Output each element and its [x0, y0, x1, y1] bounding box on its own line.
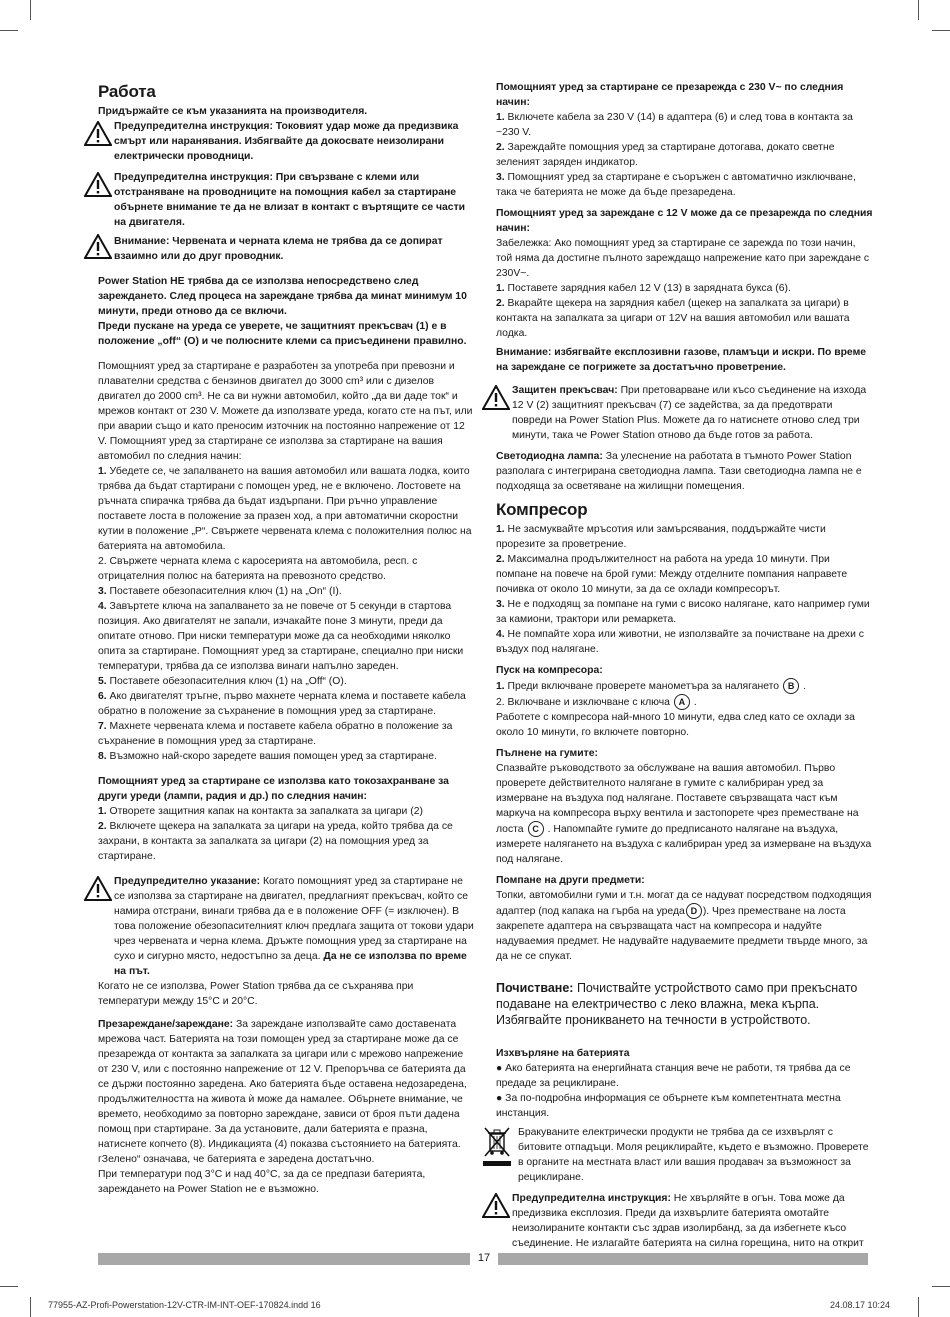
charge-230-heading: Помощният уред за стартиране се презарежда с 230 V~ по следния начин: — [496, 82, 844, 108]
list-item: 1. Не засмуквайте мръсотия или замърсявания, поддържайте чисти прорезите за проветрение. — [496, 524, 826, 550]
list-item: 4. Завъртете ключа на запалването за не повече от 5 секунди в стартова позиция. Ако двигателят не запали, изчакайте поне 3 минути, преди да опитате отново. При ниски температури може да са необходими няколко опита за стартиране. Помощният уред за стартиране, специално при ниски температури, трябва да се използва винаги напълно зареден. — [98, 601, 464, 672]
bold-note-use-after-charge: Power Station HE трябва да се използва непосредствено след зареждането. След процеса на зареждане трябва да минат минимум 10 минути, преди отново да се включи. — [98, 276, 467, 317]
left-column — [98, 80, 476, 1203]
weee-text: Бракуваните електрически продукти не трябва да се изхвърлят с битовите отпадъци. Моля рециклирайте, където е възможно. Проверете в органите на местната власт или вашия продавач за възможност за рециклиране. — [518, 1127, 869, 1183]
list-item: 1. Поставете зарядния кабел 12 V (13) в зарядната букса (6). — [496, 283, 791, 294]
label-d-icon: D — [686, 903, 702, 919]
warning-triangle-icon — [84, 234, 112, 259]
crossed-out-bin-icon — [482, 1125, 512, 1167]
list-item: 2. Максимална продължителност на работа на уреда 10 минути. При помпане на повече на брой гуми: Между отделните помпания направете почивка от около 10 минути, за да се охлади компресорът. — [496, 554, 848, 595]
list-item: 2. Вкарайте щекера на зарядния кабел (щекер на запалката за цигари) в контакта на запалката за цигари от 12V на вашия автомобил или вашата лодка. — [496, 298, 850, 339]
crop-mark — [918, 0, 919, 20]
list-item: 1. Отворете защитния капак на контакта за запалката за цигари (2) — [98, 806, 423, 817]
intro-paragraph: Помощният уред за стартиране е разработен за употреба при превозни и плавателни средства с бензинов двигател до 3000 cm³ или с дизелов двигател до 2000 cm³. Не са ви нужни автомобил, който „да ви даде ток“ и мрежов контакт от 230 V. Можете да използвате уреда, когато сте на път, или при аварии също и като преносим източник на постоянно напрежение от 12 V. Помощният уред за стартиране се използва за стартиране на вашия автомобил по следния начин: — [98, 361, 473, 462]
crop-mark — [918, 1297, 919, 1317]
list-item: 1. Включете кабела за 230 V (14) в адаптера (6) и след това в контакта за ~230 V. — [496, 112, 853, 138]
warning-circuit-breaker: Защитен прекъсвач: При претоварване или късо съединение на изхода 12 V (2) защитният прекъсвач (7) се задейства, за да предотврати повреди на Power Station Plus. Можете да го натиснете отново след три минути, така че Power Station отново да бъде готов за работа. — [496, 383, 874, 443]
bullet-icon: ● — [496, 1093, 503, 1104]
led-lamp-paragraph: Светодиодна лампа: За улеснение на работата в тъмното Power Station разполага с интегрирана светодиодна лампа. Тази светодиодна лампа не е подходяща за осветяване на жилищни помещения. — [496, 451, 862, 492]
list-item: 2. Свържете черната клема с каросерията на автомобила, респ. с отрицателния полюс на батерията на превозното средство. — [98, 556, 418, 582]
other-objects-paragraph: Топки, автомобилни гуми и т.н. могат да се надуват посредством подходящия адаптер (под капака на гърба на уреда D ). Чрез преместване на лоста закрепете адаптера на свързващата част на компресора и надуйте надуваемия предмет. Не надувайте надуваемите предмети твърде много, за да не се спукат. — [496, 890, 872, 962]
list-item: 2. Зареждайте помощния уред за стартиране дотогава, докато светне зеленият заряден индикатор. — [496, 142, 835, 168]
warning-triangle-icon — [84, 121, 112, 146]
charge-12-steps — [496, 281, 874, 341]
label-a-icon: A — [674, 694, 690, 710]
warning-clamps — [98, 170, 476, 230]
tires-paragraph: Спазвайте ръководството за обслужване на вашия автомобил. Първо проверете действителното налягане в гумите с калибриран уред за измерване на въздуха под налягане. Поставете свързващата част към маркуча на компресора върху вентила и застопорете чрез преместване на лоста C . Напомпайте гумите до предписаното налягане на въздуха, измерете налягането на въздуха с калибриран уред за измерване на въздуха под налягане. — [496, 763, 872, 865]
warning-electric-shock — [98, 119, 476, 164]
crop-mark — [0, 1286, 18, 1287]
compressor-start-step-2: 2. Включване и изключване с ключа A . — [496, 694, 874, 710]
bullet-icon: ● — [496, 1063, 503, 1074]
temperature-note: При температури под 3°C и над 40°C, за да се предпази батерията, зареждането на Power Station не е възможно. — [98, 1169, 426, 1195]
section-title-operation: Работа — [98, 82, 156, 101]
crop-mark — [30, 0, 31, 20]
list-item: 6. Ако двигателят тръгне, първо махнете черната клема и поставете кабела обратно в положение за съхранение в помощния уред за стартиране. — [98, 691, 466, 717]
list-item: 3. Поставете обезопасителния ключ (1) на „On“ (I). — [98, 586, 342, 597]
bold-note-breaker-off: Преди пускане на уреда се уверете, че защитният прекъсвач (1) е в положение „off“ (O) и че полюсните клеми са присъединени правилно. — [98, 321, 467, 347]
warning-text: Предупредителна инструкция: При свързване с клеми или отстраняване на проводниците на помощния кабел за стартиране обърнете внимание те да не влизат в контакт с въртящите се части на двигателя. — [114, 172, 466, 228]
warning-text: Предупредителна инструкция: Токовият удар може да предизвика смърт или наранявания. Избягвайте да докосвате неизолирани електрически проводници. — [114, 121, 459, 162]
recharge-paragraph: Презареждане/зареждане: За зареждане използвайте само доставената мрежова част. Батерията на този помощен уред за стартиране може да се презарежда от контакта за запалката за цигари или с мрежово напрежение от 230 V, или с постоянно напрежение от 12 V. Препоръчва се батерията да се държи постоянно заредена. Ако батерията бъде оставена недозаредена, продължителността на живота ѝ може да намалее. Обърнете внимание, че времето, необходимо за повторно зареждане, зависи от броя пъти дадена помощ при стартиране. За да установите, дали батерията е празна, натиснете копчето (8). Индикацията (4) показва състоянието на батерията. гЗелено“ означава, че батерията е заредена достатъчно. — [98, 1019, 467, 1165]
list-item: 7. Махнете червената клема и поставете кабела обратно в положение за съхранение в помощния уред за стартиране. — [98, 721, 453, 747]
list-item: 4. Не помпайте хора или животни, не използвайте за почистване на дрехи с въздух под налягане. — [496, 629, 864, 655]
warning-fire: Предупредителна инструкция: Не хвърляйте в огън. Това може да предизвика експлозия. Преди да изхвърлите батерията омотайте неизолираните контакти със здрав изолирбанд, за да избегнете късо съединение. Не излагайте батерията на силна горещина, нито на открит — [496, 1191, 874, 1266]
warning-clamps-contact — [98, 234, 476, 264]
battery-disposal-heading: Изхвърляне на батерията — [496, 1048, 630, 1059]
footer-bar-left — [98, 1253, 470, 1265]
weee-notice — [496, 1125, 874, 1185]
other-objects-heading: Помпане на други предмети: — [496, 875, 645, 886]
compressor-steps — [496, 522, 874, 657]
cleaning-paragraph: Почистване: Почиствайте устройството само при прекъснато подаване на електричество с леко влажна, мека кърпа. Избягвайте проникването на течности в устройството. — [496, 981, 858, 1027]
compressor-start-step-1: 1. Преди включване проверете манометъра за налягането B . — [496, 678, 874, 694]
crop-mark — [0, 30, 18, 31]
charge-12-note: Забележка: Ако помощният уред за стартиране се зарежда по този начин, той няма да достигне пълното зареждащо напрежение като при зареждане с 230V~. — [496, 238, 870, 279]
manufacturer-note: Придържайте се към указанията на производителя. — [98, 106, 368, 117]
crop-mark — [932, 1286, 950, 1287]
warning-triangle-icon — [482, 385, 510, 410]
page-number: 17 — [477, 1252, 491, 1264]
label-b-icon: B — [783, 678, 799, 694]
list-item: 1. Убедете се, че запалването на вашия автомобил или вашата лодка, които трябва да бъдат стартирани с помощен уред, не е включено. Лостовете на ръчната спирачка трябва да бъдат издърпани. При ръчно управление поставете лоста в положение за празен ход, а при автоматични скоростни кутии в положение „P“. Свържете червената клема с положителния полюс на батерията на автомобила. — [98, 466, 472, 552]
right-column — [496, 80, 874, 1270]
warning-triangle-icon — [84, 172, 112, 197]
label-c-icon: C — [528, 821, 544, 837]
charge-12-heading: Помощният уред за зареждане с 12 V може да се презарежда по следния начин: — [496, 208, 873, 234]
warning-breaker-off: Предупредително указание: Когато помощният уред за стартиране не се използва за стартиране на двигател, предлагният прекъсвач, който се намира отстрани, винаги трябва да е в положение OFF (= изключен). В това положение обезопасителният ключ предлага защита от токови удари чрез червената и черна клема. Дръжте помощния уред за стартиране на сухо и сигурно място, недостъпно за деца. Да не се използва по време на път. — [98, 874, 476, 979]
start-steps-list — [98, 464, 476, 764]
list-item: 3. Не е подходящ за помпане на гуми с високо налягане, като например гуми за камиони, трактори или ремаркета. — [496, 599, 870, 625]
warning-triangle-icon — [84, 876, 112, 901]
power-supply-heading: Помощният уред за стартиране се използва като токозахранване за други уреди (лампи, радия и др.) по следния начин: — [98, 776, 449, 802]
warning-triangle-icon — [482, 1193, 510, 1218]
list-item: 8. Възможно най-скоро заредете вашия помощен уред за стартиране. — [98, 751, 437, 762]
tires-heading: Пълнене на гумите: — [496, 748, 598, 759]
list-item: 2. Включете щекера на запалката за цигари на уреда, който трябва да се захрани, в контакта за запалката за цигари (2) на помощния уред за стартиране. — [98, 821, 453, 862]
list-item: ● За по-подробна информация се обърнете към компетентната местна инстанция. — [496, 1093, 841, 1119]
crop-mark — [932, 30, 950, 31]
attention-note: Внимание: избягвайте експлозивни газове, пламъци и искри. По време на зареждане се погрижете за достатъчно проветрение. — [496, 347, 867, 373]
list-item: ● Ако батерията на енергийната станция вече не работи, тя трябва да се предаде за рециклиране. — [496, 1063, 851, 1089]
section-title-compressor: Компресор — [496, 500, 588, 519]
power-steps-list — [98, 804, 476, 864]
warning-text: Внимание: Червената и черната клема не трябва да се допират взаимно или до друг проводник. — [114, 236, 443, 262]
list-item: 5. Поставете обезопасителния ключ (1) на „Off“ (O). — [98, 676, 347, 687]
footer-date: 24.08.17 10:24 — [830, 1300, 891, 1310]
charge-230-steps — [496, 110, 874, 200]
compressor-start-note: Работете с компресора най-много 10 минути, едва след като се охлади за около 10 минути, го включете повторно. — [496, 712, 855, 738]
list-item: 3. Помощният уред за стартиране е съоръжен с автоматично изключване, така че батерията не може да бъде презаредена. — [496, 172, 856, 198]
crop-mark — [30, 1297, 31, 1317]
storage-note: Когато не се използва, Power Station трябва да се съхранява при температури между 15°C и 20°C. — [98, 981, 414, 1007]
compressor-start-heading: Пуск на компресора: — [496, 665, 603, 676]
footer-file-name: 77955-AZ-Profi-Powerstation-12V-CTR-IM-INT-OEF-170824.indd 16 — [48, 1300, 321, 1310]
footer-bar-right — [498, 1253, 868, 1265]
